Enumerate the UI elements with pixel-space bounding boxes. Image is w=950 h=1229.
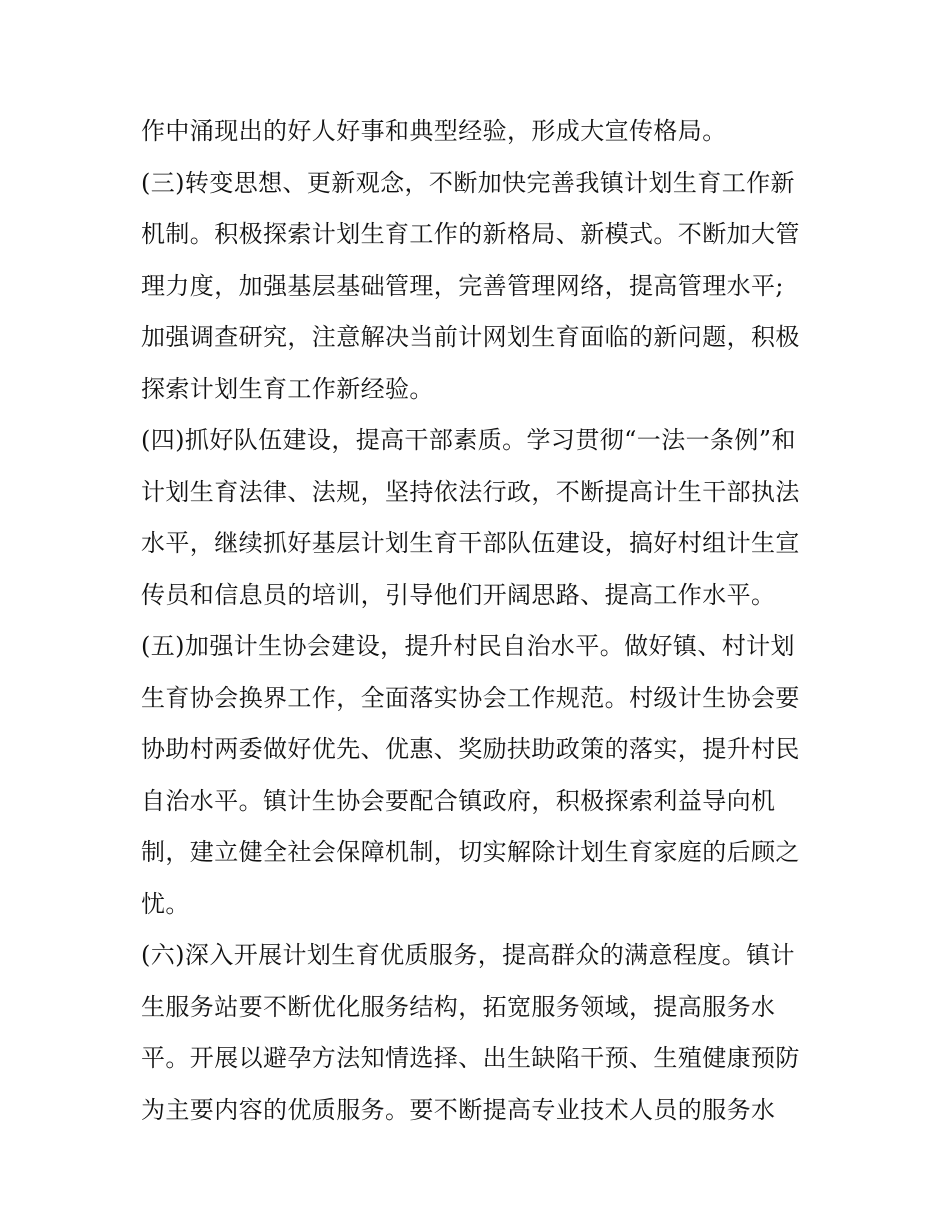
text-line-19: 平。开展以避孕方法知情选择、出生缺陷干预、生殖健康预防 xyxy=(141,1044,800,1072)
text-line-14: 自治水平。镇计生协会要配合镇政府，积极探索利益导向机 xyxy=(141,786,776,815)
text-line-12: 生育协会换界工作，全面落实协会工作规范。村级计生协会要 xyxy=(141,683,800,712)
text-line-3: 机制。积极探索计划生育工作的新格局、新模式。不断加大管 xyxy=(141,220,800,248)
text-line-16: 忧。 xyxy=(141,889,190,918)
text-line-17: (六)深入开展计划生育优质服务，提高群众的满意程度。镇计 xyxy=(141,941,795,969)
text-line-13: 协助村两委做好优先、优惠、奖励扶助政策的落实，提升村民 xyxy=(141,735,800,763)
text-line-1: 作中涌现出的好人好事和典型经验，形成大宣传格局。 xyxy=(141,117,727,145)
text-line-10: 传员和信息员的培训，引导他们开阔思路、提高工作水平。 xyxy=(141,580,776,609)
document-body xyxy=(141,106,841,1136)
text-line-18: 生服务站要不断优化服务结构，拓宽服务领域，提高服务水 xyxy=(141,992,776,1021)
text-line-15: 制，建立健全社会保障机制，切实解除计划生育家庭的后顾之 xyxy=(141,838,800,866)
text-line-4: 理力度，加强基层基础管理，完善管理网络，提高管理水平; xyxy=(141,271,784,300)
text-line-8: 计划生育法律、法规，坚持依法行政，不断提高计生干部执法 xyxy=(141,477,800,506)
text-line-5: 加强调查研究，注意解决当前计网划生育面临的新问题，积极 xyxy=(141,323,800,351)
text-line-11: (五)加强计生协会建设，提升村民自治水平。做好镇、村计划 xyxy=(141,632,795,660)
text-line-6: 探索计划生育工作新经验。 xyxy=(141,374,434,403)
text-line-9: 水平，继续抓好基层计划生育干部队伍建设，搞好村组计生宣 xyxy=(141,529,800,557)
text-line-7: (四)抓好队伍建设，提高干部素质。学习贯彻“一法一条例”和 xyxy=(141,426,796,454)
text-line-2: (三)转变思想、更新观念，不断加快完善我镇计划生育工作新 xyxy=(141,168,795,197)
text-line-20: 为主要内容的优质服务。要不断提高专业技术人员的服务水 xyxy=(141,1095,776,1124)
